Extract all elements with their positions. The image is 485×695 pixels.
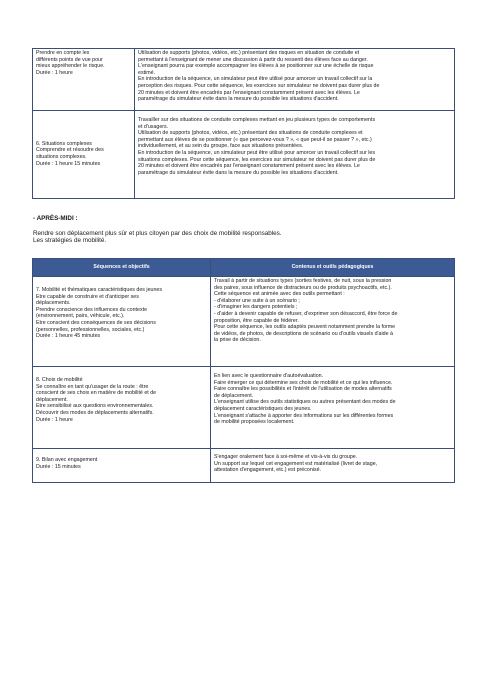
sequence-content-cell: S'engager oralement face à soi-même et vis-à-vis du groupe. Un support sur lequel cet engagement est matérialisé (livret de stage, attestation d'engagement, etc.) est préconisé. <box>211 449 455 483</box>
sequence-content-cell: Utilisation de supports (photos, vidéos, etc.) présentant des risques en situation de conduite et permettant à l'enseignant de mener une discussion à partir du ressenti des élèves face au danger. L'enseignant pourra par exemple accompagner les élèves à se positionner sur une échelle de risque estimé. En introduction de la séquence, un simulateur peut être utilisé pour amorcer un travail collectif sur la perception des risques. Pour cette séquence, les exercices sur simulateur ne doivent pas durer plus de 20 minutes et doivent être encadrés par l'enseignant constamment présent avec les élèves. Le paramétrage du simulateur évite dans la mesure du possible les situations d'accident. <box>135 49 455 111</box>
table-row <box>33 111 455 199</box>
sequence-objective-cell: 8. Choix de mobilité Se connaître en tant qu'usager de la route : être conscient de ses choix en matière de mobilité et de déplacement. Etre sensibilisé aux questions environnementales. Découvrir des modes de déplacements alternatifs. Durée : 1 heure <box>33 367 211 449</box>
sequence-objective-cell: 7. Mobilité et thématiques caractéristiques des jeunes Etre capable de construire et d'anticiper ses déplacements. Prendre conscience des influences du contexte (environnement, pairs, véhicule, etc.). Etre conscient des conséquences de ses décisions (personnelles, professionnelles, sociales, etc.) Durée : 1 heure 45 minutes <box>33 277 211 367</box>
sequence-content-cell: Travail à partir de situations types (sorties festives, de nuit, sous la pression des paires, sous influence de distracteurs ou de produits psychoactifs, etc.). Cette séquence est animée avec des outils permettant : - d'élaborer une suite à un scénario ; - d'imaginer les dangers potentiels ; - d'aider à devenir capable de refuser, d'exprimer son désaccord, être force de proposition, être capable de fédérer. Pour cette séquence, les outils adaptés peuvent notamment prendre la forme de vidéos, de photos, de descriptions de scénario ou d'outils visuels d'aide à la prise de décision. <box>211 277 455 367</box>
table-row <box>33 49 455 111</box>
sequence-objective-cell: 9. Bilan avec engagement Durée : 15 minutes <box>33 449 211 483</box>
table-row <box>33 277 455 367</box>
intro-line: Les stratégies de mobilité. <box>33 237 107 244</box>
table-header-row <box>33 259 455 277</box>
sequence-table-morning <box>32 48 455 199</box>
section-title: - APRÈS-MIDI : <box>33 215 78 222</box>
table-row <box>33 367 455 449</box>
sequence-objective-cell: 6. Situations complexes Comprendre et résoudre des situations complexes. Durée : 1 heure 15 minutes <box>33 111 135 199</box>
column-header: Contenus et outils pédagogiques <box>211 259 455 277</box>
intro-line: Rendre son déplacement plus sûr et plus citoyen par des choix de mobilité responsables. <box>33 230 282 237</box>
sequence-content-cell: En lien avec le questionnaire d'autoévaluation. Faire émerger ce qui détermine ses choix de mobilité et ce qui les influence. Faire connaître les possibilités et l'intérêt de l'utilisation de modes alternatifs de déplacement. L'enseignant utilise des outils statistiques ou autres présentant des modes de déplacement caractéristiques des jeunes. L'enseignant s'attache à apporter des informations sur les différentes formes de mobilité proposées localement. <box>211 367 455 449</box>
column-header: Séquences et objectifs <box>33 259 211 277</box>
sequence-content-cell: Travailler sur des situations de conduite complexes mettant en jeu plusieurs types de comportements et d'usagers. Utilisation de supports (photos, vidéos, etc.) présentant des situations de conduite complexes et permettant aux élèves de se positionner (« que percevez-vous ? », « que peut-il se passer ? », etc.) individuellement, et au sein du groupe, face aux situations présentées. En introduction de la séquence, un simulateur peut être utilisé pour amorcer un travail collectif sur les situations complexes. Pour cette séquence, les exercices sur simulateur ne doivent pas durer plus de 20 minutes et doivent être encadrés par l'enseignant constamment présent avec les élèves. Le paramétrage du simulateur évite dans la mesure du possible les situations d'accident. <box>135 111 455 199</box>
sequence-table-afternoon <box>32 258 455 483</box>
sequence-objective-cell: Prendre en compte les différents points de vue pour mieux appréhender le risque. Durée : 1 heure <box>33 49 135 111</box>
table-row <box>33 449 455 483</box>
section-intro <box>33 230 453 244</box>
